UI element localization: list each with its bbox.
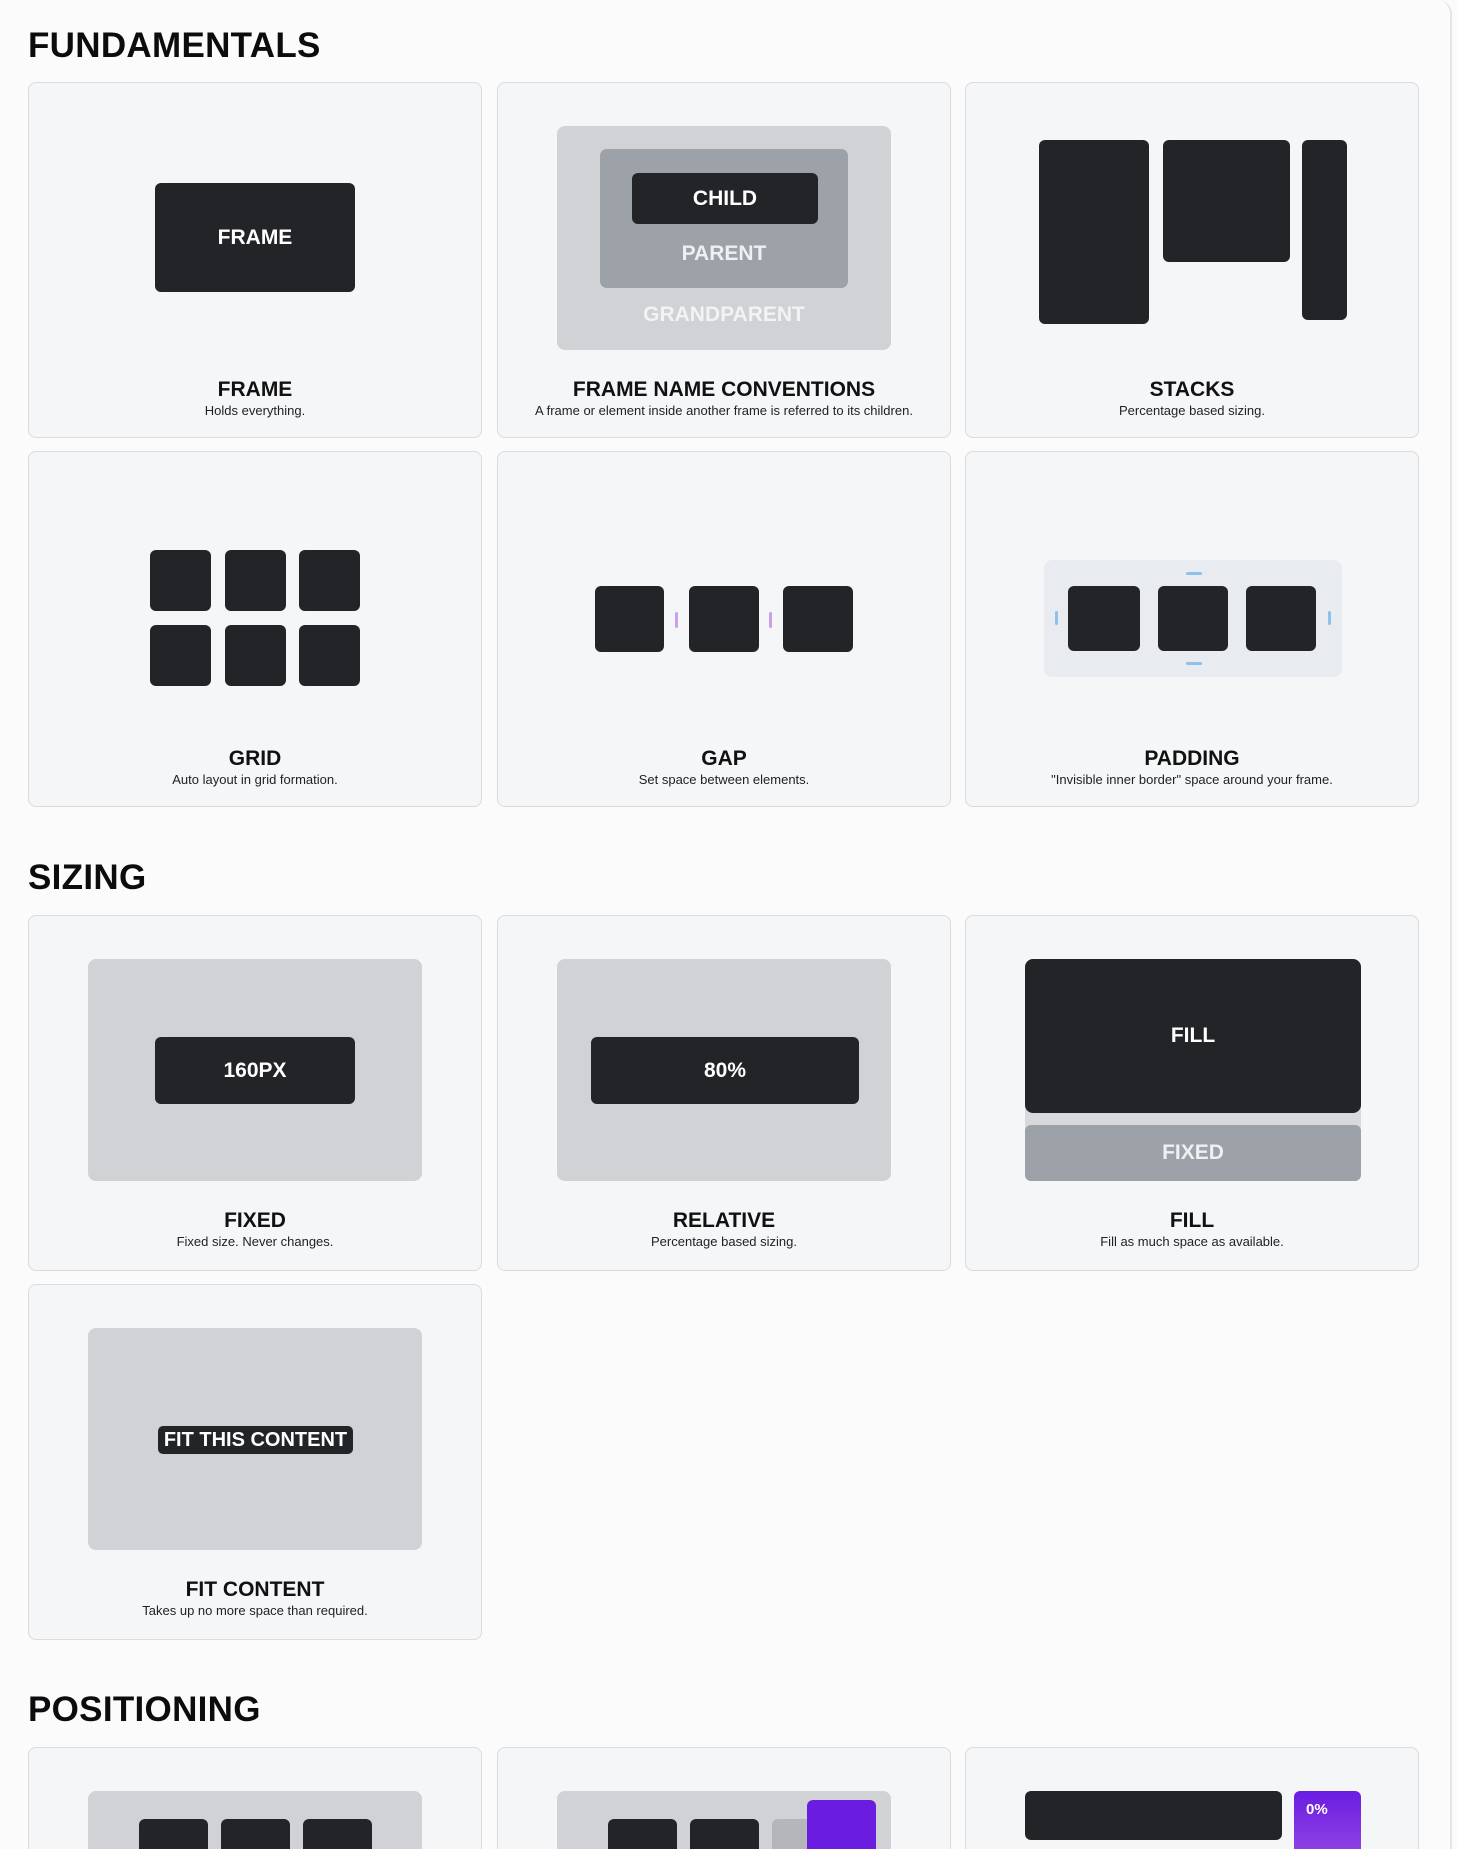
- fill-block: [1025, 959, 1361, 1113]
- card-description: Auto layout in grid formation.: [172, 772, 338, 787]
- gap-block: [783, 586, 853, 652]
- gap-marker: [769, 612, 772, 628]
- grid-cell: [225, 625, 286, 686]
- child-label: CHILD: [692, 186, 758, 210]
- card-title: FILL: [1169, 1209, 1215, 1232]
- grandparent-frame: [557, 126, 891, 350]
- card-title: FRAME NAME CONVENTIONS: [572, 378, 876, 401]
- card-title: FRAME: [217, 378, 293, 401]
- card-positioning-1[interactable]: [28, 1747, 482, 1849]
- positioning-bar: [1025, 1791, 1282, 1840]
- padding-frame: [1044, 560, 1342, 677]
- grid-cell: [225, 550, 286, 611]
- positioning-block: [608, 1819, 677, 1849]
- section-title-fundamentals: FUNDAMENTALS: [28, 26, 321, 65]
- fixed-block: [155, 1037, 355, 1104]
- stack-block-tall: [1039, 140, 1149, 324]
- fit-content-label: FIT THIS CONTENT: [163, 1428, 348, 1451]
- gap-block: [689, 586, 759, 652]
- grandparent-label: GRANDPARENT: [643, 303, 805, 326]
- positioning-block: [303, 1819, 372, 1849]
- fixed-block-label: 160PX: [223, 1058, 287, 1082]
- card-description: Percentage based sizing.: [651, 1234, 797, 1249]
- card-description: Holds everything.: [204, 403, 306, 418]
- card-positioning-2[interactable]: [497, 1747, 951, 1849]
- padding-block: [1158, 586, 1228, 651]
- positioning-container: [88, 1791, 422, 1849]
- grid-cell: [299, 625, 360, 686]
- child-frame: [632, 173, 818, 224]
- card-description: A frame or element inside another frame is referred to its children.: [535, 403, 913, 418]
- card-frame-name-conventions[interactable]: [497, 82, 951, 438]
- padding-marker-top: [1186, 572, 1202, 575]
- relative-block: [591, 1037, 859, 1104]
- fixed-container: [88, 959, 422, 1181]
- positioning-absolute-block: [807, 1800, 876, 1849]
- positioning-block: [221, 1819, 290, 1849]
- fixed-bar-label: FIXED: [1162, 1141, 1224, 1164]
- percent-badge: [1294, 1791, 1361, 1849]
- parent-frame: [600, 149, 848, 288]
- section-title-sizing: SIZING: [28, 858, 147, 897]
- relative-container: [557, 959, 891, 1181]
- frame-block-label: FRAME: [217, 225, 293, 249]
- fixed-bar: [1025, 1125, 1361, 1181]
- fill-block-label: FILL: [1170, 1024, 1216, 1047]
- card-title: FIXED: [224, 1209, 286, 1232]
- card-title: FIT CONTENT: [185, 1578, 325, 1601]
- card-description: Takes up no more space than required.: [142, 1603, 368, 1618]
- fit-content-block: [158, 1426, 353, 1454]
- card-title: RELATIVE: [672, 1209, 776, 1232]
- padding-marker-right: [1328, 611, 1331, 625]
- card-title: PADDING: [1144, 747, 1240, 770]
- card-fixed[interactable]: [28, 915, 482, 1271]
- card-frame[interactable]: [28, 82, 482, 438]
- card-description: "Invisible inner border" space around your frame.: [1051, 772, 1333, 787]
- stack-block-narrow: [1302, 140, 1347, 320]
- card-description: Fill as much space as available.: [1100, 1234, 1284, 1249]
- card-title: GRID: [228, 747, 282, 770]
- card-padding[interactable]: [965, 451, 1419, 807]
- card-grid[interactable]: [28, 451, 482, 807]
- card-gap[interactable]: [497, 451, 951, 807]
- card-title: STACKS: [1149, 378, 1235, 401]
- gap-block: [595, 586, 664, 652]
- card-relative[interactable]: [497, 915, 951, 1271]
- card-description: Fixed size. Never changes.: [176, 1234, 334, 1249]
- positioning-container: [557, 1791, 891, 1849]
- card-description: Percentage based sizing.: [1119, 403, 1265, 418]
- padding-block: [1068, 586, 1140, 651]
- card-stacks[interactable]: [965, 82, 1419, 438]
- padding-marker-bottom: [1186, 662, 1202, 665]
- gap-marker: [675, 612, 678, 628]
- parent-label: PARENT: [681, 242, 767, 265]
- frame-block: [155, 183, 355, 292]
- grid-cell: [299, 550, 360, 611]
- padding-block: [1246, 586, 1316, 651]
- card-fill[interactable]: [965, 915, 1419, 1271]
- fill-container: [1025, 959, 1361, 1181]
- stack-block-wide: [1163, 140, 1290, 262]
- positioning-block: [690, 1819, 759, 1849]
- relative-block-label: 80%: [703, 1058, 747, 1082]
- card-description: Set space between elements.: [638, 772, 810, 787]
- card-positioning-3[interactable]: [965, 1747, 1419, 1849]
- positioning-block: [139, 1819, 208, 1849]
- card-title: GAP: [701, 747, 747, 770]
- padding-marker-left: [1055, 611, 1058, 625]
- section-title-positioning: POSITIONING: [28, 1690, 261, 1729]
- grid-cell: [150, 625, 211, 686]
- grid-cell: [150, 550, 211, 611]
- percent-badge-label: 0%: [1306, 1801, 1328, 1818]
- fit-container: [88, 1328, 422, 1550]
- card-fit-content[interactable]: [28, 1284, 482, 1640]
